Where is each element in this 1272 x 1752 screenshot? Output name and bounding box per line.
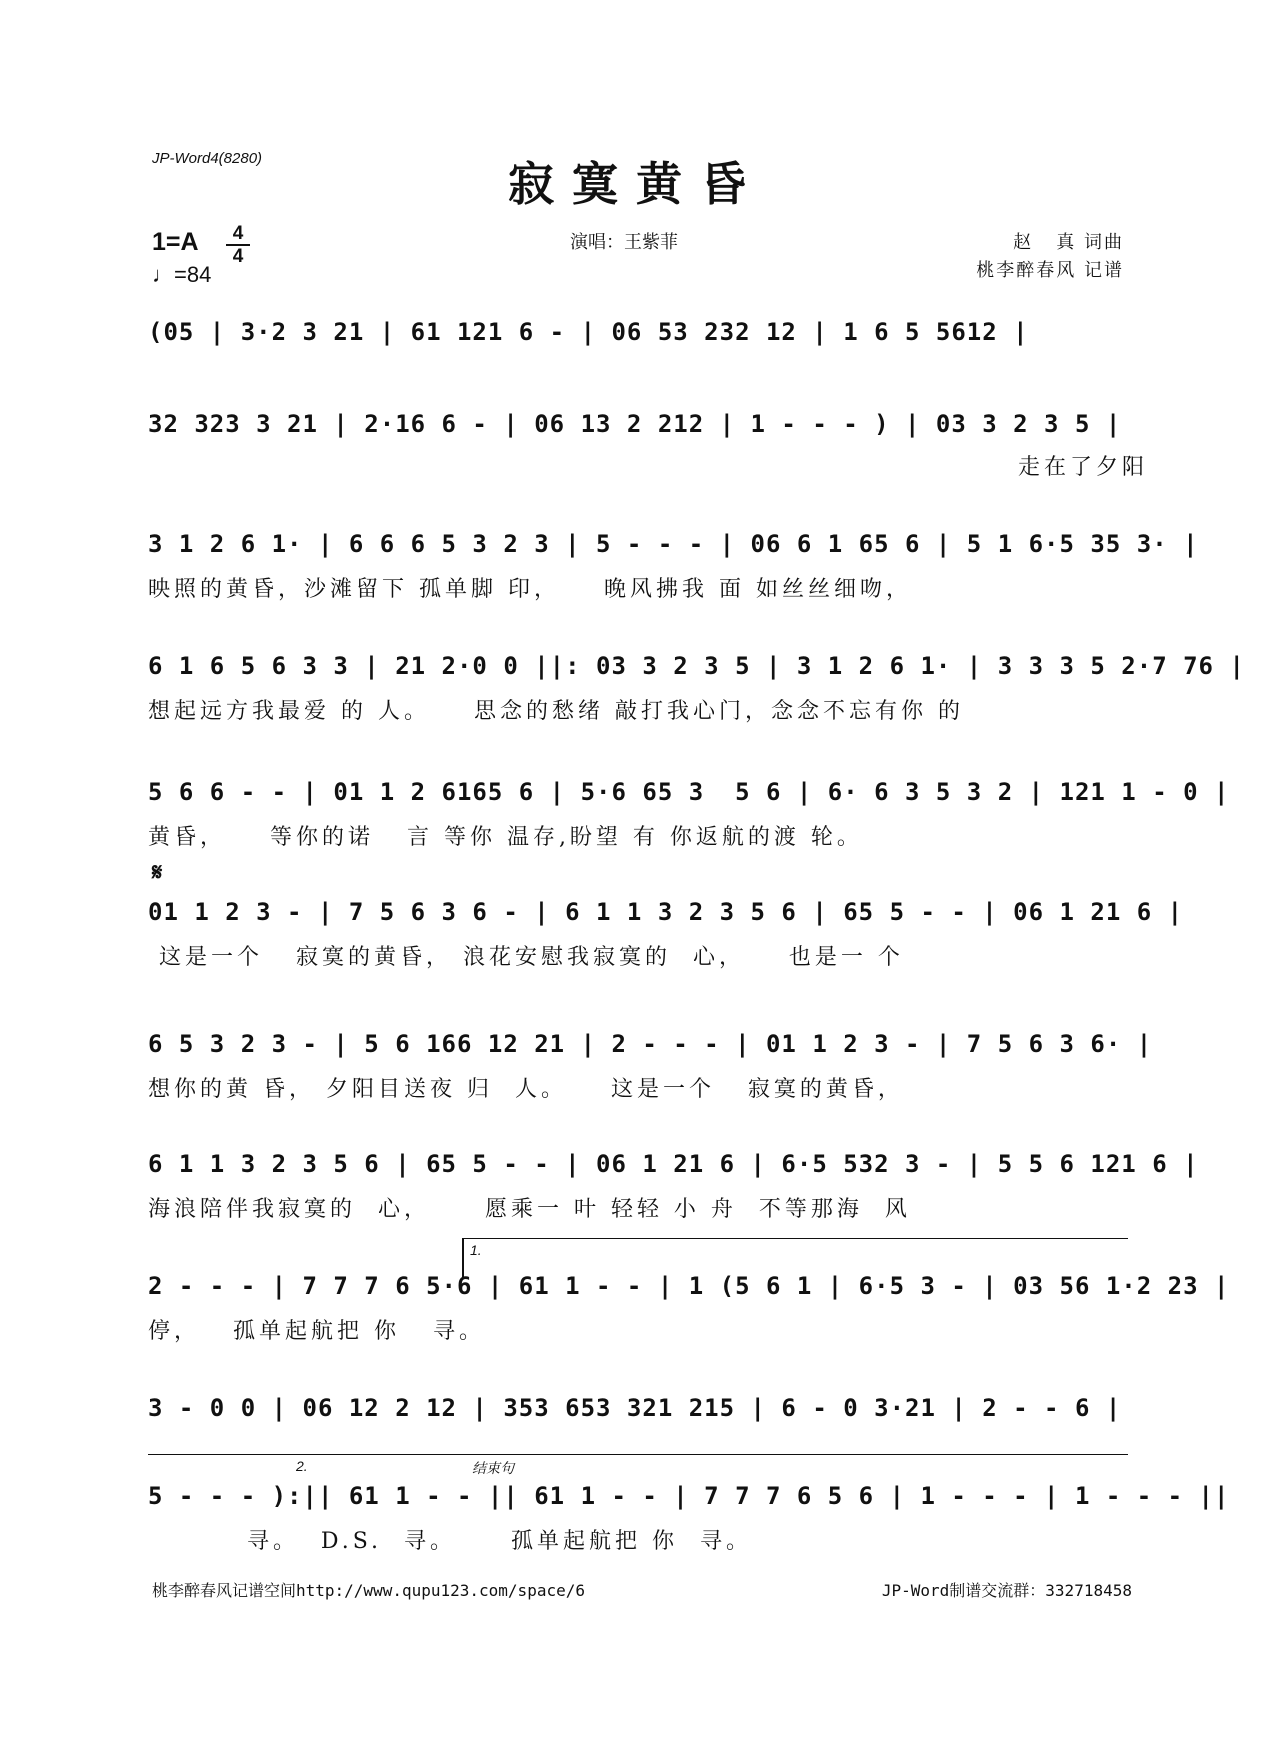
segno-sign: 𝄋 (152, 858, 163, 886)
volta-1-label: 1. (470, 1242, 482, 1258)
notation-line: 3 - 0 0 | 06 12 2 12 | 353 653 321 215 | 6 - 0 3·21 | 2 - - 6 | (148, 1394, 1122, 1422)
lyrics-line: 海浪陪伴我寂寞的 心， 愿乘一 叶 轻轻 小 舟 不等那海 风 (148, 1197, 911, 1222)
notation-line: 5 6 6 - - | 01 1 2 6165 6 | 5·6 65 3 5 6 | 6· 6 3 5 3 2 | 121 1 - 0 | (148, 778, 1230, 806)
notation-line: 3 1 2 6 1· | 6 6 6 5 3 2 3 | 5 - - - | 06 6 1 65 6 | 5 1 6·5 35 3· | (148, 530, 1199, 558)
lyrics-line: 想你的黄 昏， 夕阳目送夜 归 人。 这是一个 寂寞的黄昏， (148, 1077, 904, 1102)
lyrics-line: 这是一个 寂寞的黄昏， 浪花安慰我寂寞的 心， 也是一 个 (148, 945, 904, 970)
volta-bracket-1 (462, 1238, 1128, 1239)
lyrics-line: 黄昏， 等你的诺 言 等你 温存,盼望 有 你返航的渡 轮。 (148, 825, 863, 850)
key-signature: 1=A (152, 228, 199, 256)
software-label: JP-Word4(8280) (152, 150, 263, 167)
lyrics-line: 映照的黄昏，沙滩留下 孤单脚 印， 晚风拂我 面 如丝丝细吻， (148, 577, 912, 602)
volta-bracket-top (148, 1454, 1128, 1455)
notation-line: 6 1 6 5 6 3 3 | 21 2·0 0 ||: 03 3 2 3 5 | 3 1 2 6 1· | 3 3 3 5 2·7 76 | (148, 652, 1245, 680)
lyrics-line: 走在了夕阳 (1018, 455, 1149, 480)
volta-2-label: 2. (296, 1458, 308, 1474)
singer-credit: 演唱：王紫菲 (570, 232, 678, 253)
notation-line: 2 - - - | 7 7 7 6 5·6 | 61 1 - - | 1 (5 6 1 | 6·5 3 - | 03 56 1·2 23 | (148, 1272, 1230, 1300)
notation-line: 6 1 1 3 2 3 5 6 | 65 5 - - | 06 1 21 6 | 6·5 532 3 - | 5 5 6 121 6 | (148, 1150, 1199, 1178)
time-signature (226, 224, 250, 266)
notation-line: 01 1 2 3 - | 7 5 6 3 6 - | 6 1 1 3 2 3 5 6 | 65 5 - - | 06 1 21 6 | (148, 898, 1184, 926)
ending-label: 结束句 (472, 1460, 514, 1476)
time-signature-bottom: 4 (232, 246, 244, 267)
tempo-marking: ♩=84 (152, 262, 212, 287)
notation-line: 6 5 3 2 3 - | 5 6 166 12 21 | 2 - - - | 01 1 2 3 - | 7 5 6 3 6· | (148, 1030, 1153, 1058)
footer-group-text: JP-Word制谱交流群：332718458 (881, 1581, 1132, 1600)
footer-link-text: 桃李醉春风记谱空间http://www.qupu123.com/space/6 (152, 1581, 585, 1600)
lyrics-line: 寻。 D.S. 寻。 孤单起航把 你 寻。 (148, 1529, 752, 1554)
lyrics-line: 想起远方我最爱 的 人。 思念的愁绪 敲打我心门，念念不忘有你 的 (148, 699, 964, 724)
notation-line: 32 323 3 21 | 2·16 6 - | 06 13 2 212 | 1 - - - ) | 03 3 2 3 5 | (148, 410, 1122, 438)
notation-line: (05 | 3·2 3 21 | 61 121 6 - | 06 53 232 12 | 1 6 5 5612 | (148, 318, 1029, 346)
transcriber-credit: 桃李醉春风 记谱 (976, 260, 1124, 281)
notation-line: 5 - - - ):|| 61 1 - - || 61 1 - - | 7 7 7 6 5 6 | 1 - - - | 1 - - - || (148, 1482, 1230, 1510)
lyrics-line: 停， 孤单起航把 你 寻。 (148, 1319, 485, 1344)
song-title: 寂寞黄昏 (508, 157, 764, 211)
composer-credit: 赵 真 词曲 (1013, 232, 1124, 253)
time-signature-top: 4 (232, 223, 244, 244)
